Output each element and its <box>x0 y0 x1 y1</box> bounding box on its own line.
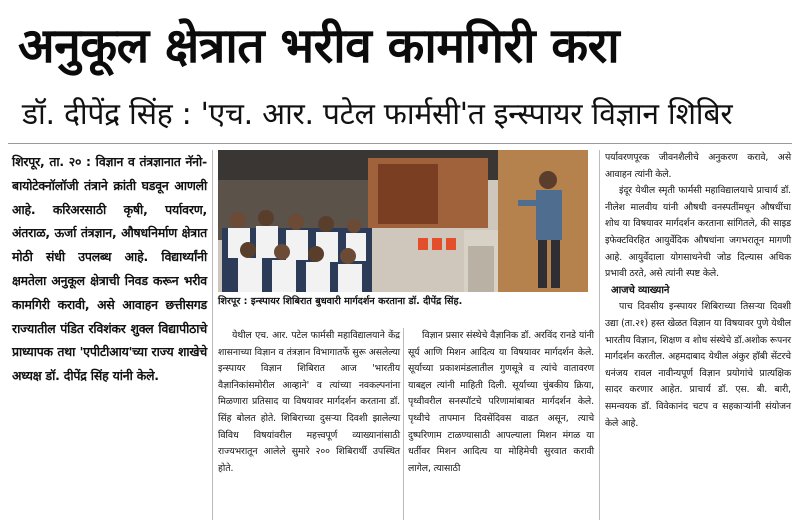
seminar-hall-photo <box>218 150 588 292</box>
body-column-3 <box>605 150 791 432</box>
body-paragraph: इंदूर येथील स्मृती फार्मसी महाविद्यालयाचे प्राचार्य डॉ. नीलेश मालवीय यांनी औषधी वनस्पतींमधून औषधींचा शोध या विषयावर मार्गदर्शन करताना सांगितले, की साइड इफेक्टविरहित आयुर्वेदिक औषधांना जगभरातून मागणी आहे. आयुर्वेदाला योगसाधनेची जोड दिल्यास अधिक प्रभावी ठरते, असे त्यांनी स्पष्ट केले. <box>605 185 791 280</box>
body-column-1 <box>218 328 400 477</box>
body-column-2 <box>408 328 594 477</box>
news-photo <box>218 150 588 292</box>
column-divider <box>212 150 213 520</box>
body-paragraph: पर्यावरणपूरक जीवनशैलीचे अनुकरण करावे, असे आवाहन त्यांनी केले. <box>605 152 791 180</box>
column-divider <box>599 150 600 520</box>
headline-divider <box>8 143 792 144</box>
headline: अनुकूल क्षेत्रात भरीव कामगिरी करा <box>18 18 620 74</box>
subheadline: डॉ. दीपेंद्र सिंह : 'एच. आर. पटेल फार्मसी'त इन्स्पायर विज्ञान शिबिर <box>22 97 733 132</box>
photo-caption: शिरपूर : इन्स्पायर शिबिरात बुधवारी मार्गदर्शन करताना डॉ. दीपेंद्र सिंह. <box>218 296 463 307</box>
column-divider <box>403 328 404 520</box>
section-heading: आजचे व्याख्याने <box>611 284 670 296</box>
body-paragraph: येथील एच. आर. पटेल फार्मसी महाविद्यालयाने केंद्र शासनाच्या विज्ञान व तंत्रज्ञान विभागातर्फे सुरू असलेल्या इन्स्पायर विज्ञान शिबिरात आज 'भारतीय वैज्ञानिकांसमोरील आव्हाने' व त्यांच्या नवकल्पनांना मिळणारा प्रतिसाद या विषयावर मार्गदर्शन करताना डॉ. सिंह बोलत होते. शिबिराच्या दुसऱ्या दिवशी झालेल्या विविध विषयांवरील महत्त्वपूर्ण व्याख्यानांसाठी राज्यभरातून आलेले सुमारे २०० शिबिरार्थी उपस्थित होते. <box>218 330 400 474</box>
lead-paragraph: शिरपूर, ता. २० : विज्ञान व तंत्रज्ञानात नॅनो-बायोटेक्नॉलॉजी तंत्राने क्रांती घडवून आणली आहे. करिअरसाठी कृषी, पर्यावरण, अंतराळ, ऊर्जा तंत्रज्ञान, औषधनिर्माण क्षेत्रात मोठी संधी उपलब्ध आहे. विद्यार्थ्यांनी क्षमतेला अनुकूल क्षेत्राची निवड करून भरीव कामगिरी करावी, असे आवाहन छत्तीसगड राज्यातील पंडित रविशंकर शुक्ल विद्यापीठाचे प्राध्यापक तथा 'एपीटीआय'च्या राज्य शाखेचे अध्यक्ष डॉ. दीपेंद्र सिंह यांनी केले. <box>12 154 207 384</box>
body-paragraph: विज्ञान प्रसार संस्थेचे वैज्ञानिक डॉ. अरविंद रानडे यांनी सूर्य आणि मिशन आदित्य या विषयावर मार्गदर्शन केले. सूर्याच्या प्रकाशमंडलातील गुणसूत्रे व त्यांचे वातावरण याबद्दल त्यांनी माहिती दिली. सूर्याच्या चुंबकीय क्रिया, पृथ्वीवरील सनस्पॉटचे परिणामांबाबत मार्गदर्शन केले. पृथ्वीचे तापमान दिवसेंदिवस वाढत असून, त्याचे दुष्परिणाम टाळण्यासाठी आपल्याला मिशन मंगळ या धर्तीवर मिशन आदित्य या मोहिमेची सुरवात करावी लागेल, त्यासाठी <box>408 330 594 474</box>
body-paragraph: पाच दिवसीय इन्स्पायर शिबिराच्या तिसऱ्या दिवशी उद्या (ता.२१) हस्त खेळत विज्ञान या विषयावर पुणे येथील भारतीय विज्ञान, शिक्षण व शोध संस्थेचे डॉ.अशोक रूपनर मार्गदर्शन करतील. अहमदाबाद येथील अंकुर हॉबी सेंटरचे धनंजय रावल नावीन्यपूर्ण विज्ञान प्रयोगांचे प्रात्यक्षिक सादर करणार आहेत. प्राचार्य डॉ. एस. बी. बारी, समन्वयक डॉ. विवेकानंद चटप व सहकाऱ्यांनी संयोजन केले आहे. <box>605 301 791 429</box>
